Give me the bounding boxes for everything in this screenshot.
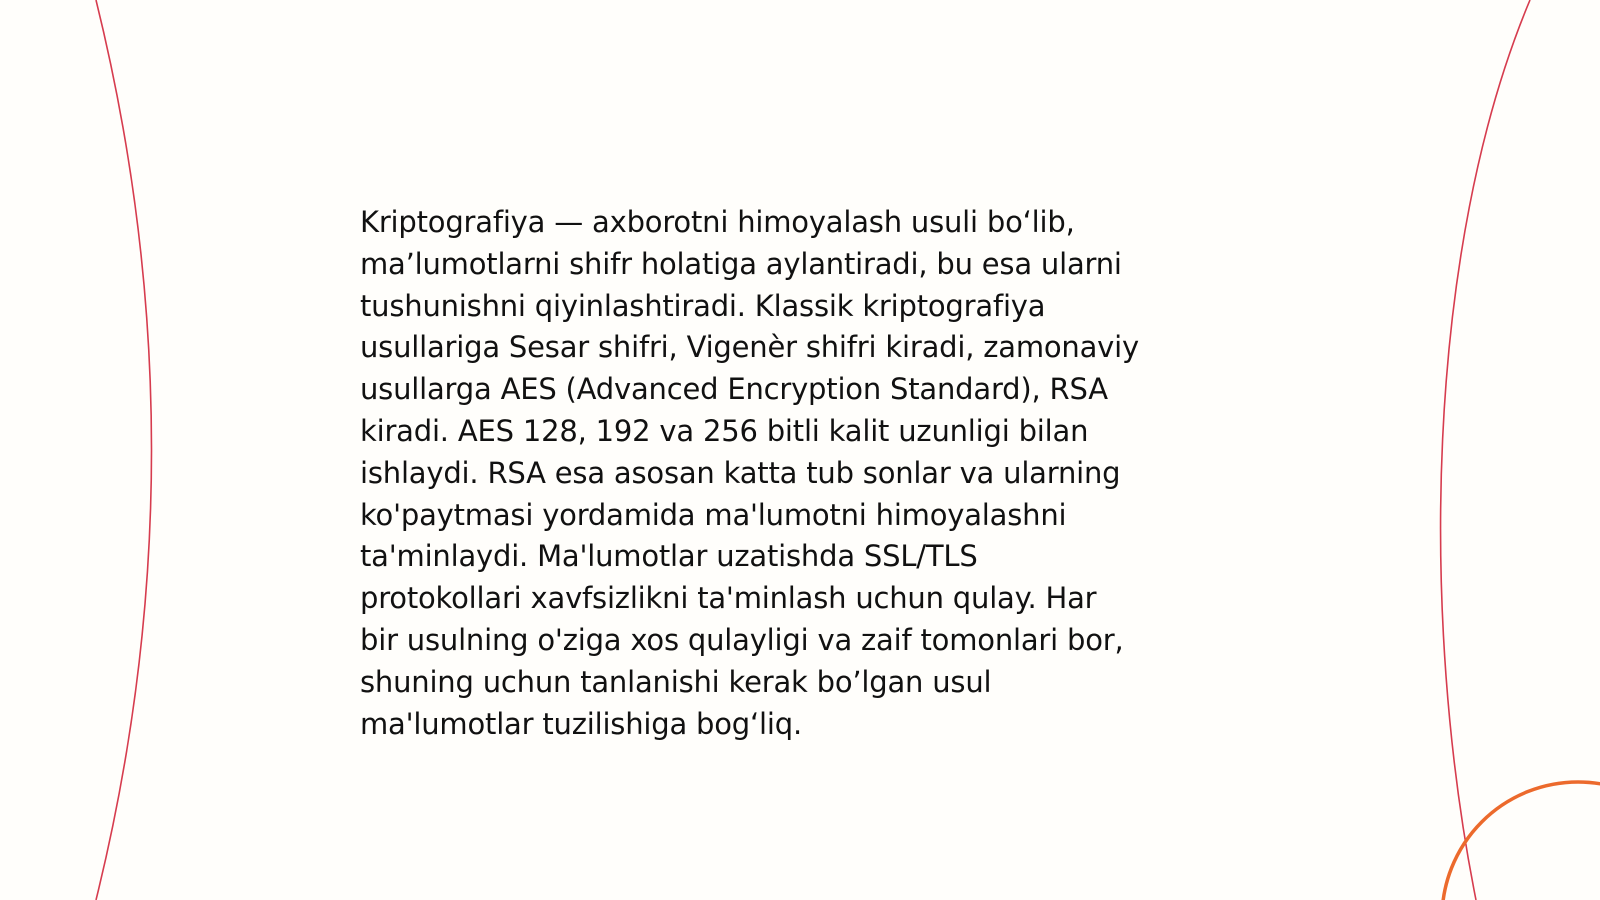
paragraph-line: bir usulning o'ziga xos qulayligi va zaif tomonlari bor, (360, 622, 1124, 657)
paragraph-line: ta'minlaydi. Ma'lumotlar uzatishda SSL/TLS (360, 539, 978, 574)
right-curve (1441, 0, 1530, 900)
paragraph-line: shuning uchun tanlanishi kerak bo’lgan usul (360, 664, 992, 699)
paragraph-line: usullarga AES (Advanced Encryption Standard), RSA (360, 372, 1108, 407)
paragraph-line: ko'paytmasi yordamida ma'lumotni himoyalashni (360, 497, 1067, 532)
paragraph-line: ma’lumotlarni shifr holatiga aylantiradi, bu esa ularni (360, 246, 1122, 281)
paragraph-line: ishlaydi. RSA esa asosan katta tub sonlar va ularning (360, 455, 1121, 490)
orange-circle (1442, 782, 1600, 900)
paragraph-line: usullariga Sesar shifri, Vigenèr shifri kiradi, zamonaviy (360, 330, 1139, 365)
paragraph-line: protokollari xavfsizlikni ta'minlash uchun qulay. Har (360, 581, 1097, 616)
body-paragraph (360, 202, 1260, 745)
paragraph-line: kiradi. AES 128, 192 va 256 bitli kalit uzunligi bilan (360, 413, 1089, 448)
paragraph-line: ma'lumotlar tuzilishiga bog‘liq. (360, 706, 802, 741)
paragraph-line: Kriptografiya — axborotni himoyalash usuli bo‘lib, (360, 205, 1075, 239)
left-curve (96, 0, 152, 900)
paragraph-line: tushunishni qiyinlashtiradi. Klassik kriptografiya (360, 288, 1046, 323)
